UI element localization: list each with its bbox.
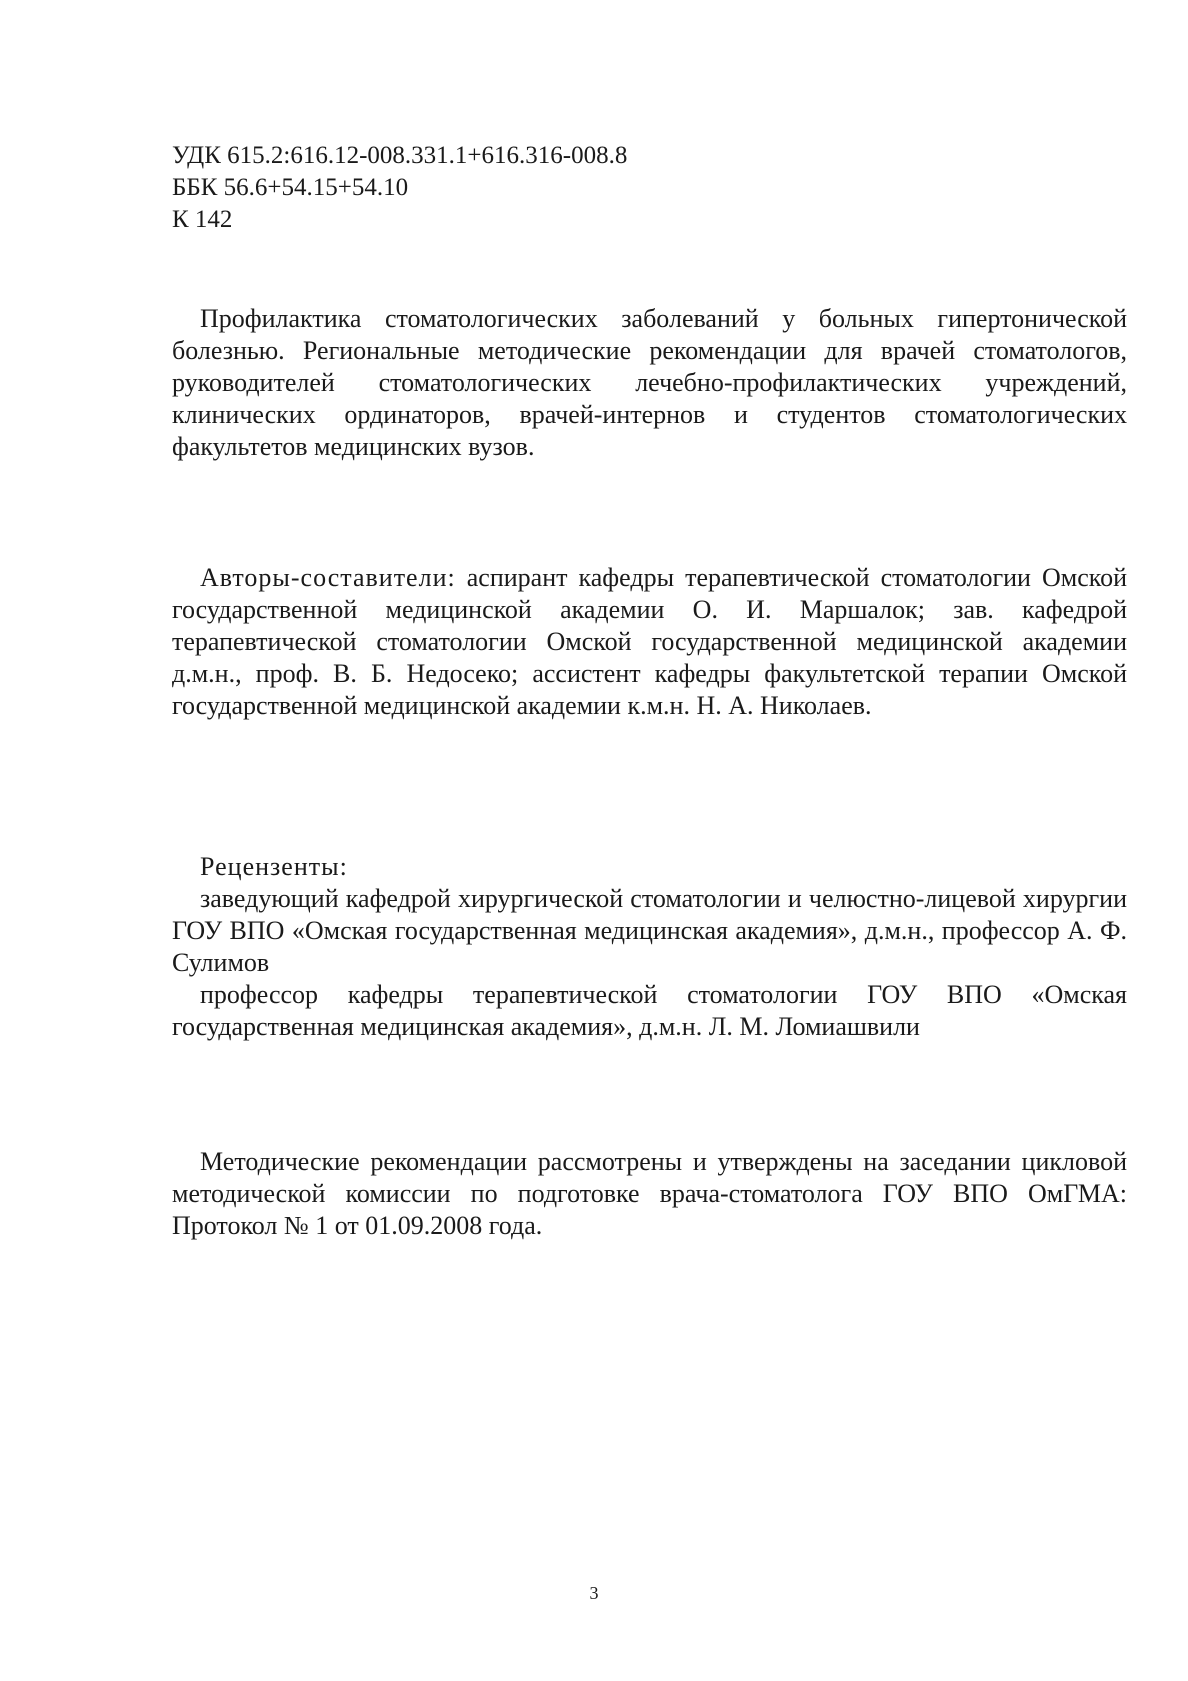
reviewers-title: Рецензенты: (200, 852, 348, 881)
bbk-code: ББК 56.6+54.15+54.10 (172, 174, 409, 201)
authors-paragraph (172, 562, 1127, 722)
authors-text: аспирант кафедры терапевтической стоматологии Омской государственной медицинской академии О. И. Маршалок; зав. кафедрой терапевтической стоматологии Омской государственной медицинской академии д.м.н., проф. В. Б. Недосеко; ассистент кафедры факультетской терапии Омской государственной медицинской академии к.м.н. Н. А. Николаев. (172, 563, 1128, 720)
authors-label: Авторы-составители: (200, 563, 456, 592)
reviewer-entry: заведующий кафедрой хирургической стоматологии и челюстно-лицевой хирургии ГОУ ВПО «Омская государственная медицинская академия», д.м.н., профессор А. Ф. Сулимов (172, 884, 1127, 977)
classification-codes (172, 140, 1127, 236)
page-number: 3 (589, 1583, 599, 1603)
annotation-section (172, 303, 1127, 463)
authors-section (172, 562, 1127, 722)
approval-section (172, 1146, 1127, 1242)
reviewer-entry: профессор кафедры терапевтической стоматологии ГОУ ВПО «Омская государственная медицинская академия», д.м.н. Л. М. Ломиашвили (172, 980, 1127, 1041)
annotation-text: Профилактика стоматологических заболеваний у больных гипертонической болезнью. Региональные методические рекомендации для врачей стоматологов, руководителей стоматологических лечебно-профилактических учреждений, клинических ординаторов, врачей-интернов и студентов стоматологических факультетов медицинских вузов. (172, 304, 1127, 461)
approval-text: Методические рекомендации рассмотрены и утверждены на заседании цикловой методической комиссии по подготовке врача-стоматолога ГОУ ВПО ОмГМА: Протокол № 1 от 01.09.2008 года. (172, 1147, 1127, 1240)
udk-code: УДК 615.2:616.12-008.331.1+616.316-008.8 (172, 142, 628, 169)
reviewers-section (172, 851, 1127, 1043)
k-code: К 142 (172, 206, 233, 233)
